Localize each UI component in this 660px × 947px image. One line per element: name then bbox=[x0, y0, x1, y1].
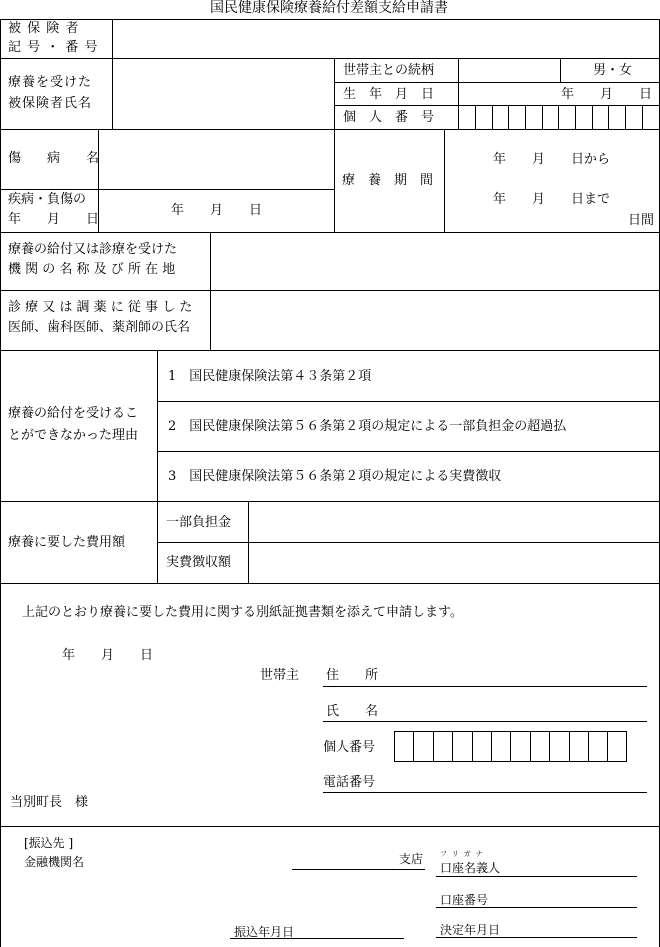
reason-option-2[interactable]: 2 国民健康保険法第５６条第２項の規定による一部負担金の超過払 bbox=[168, 419, 567, 434]
partial-payment-field[interactable] bbox=[249, 502, 659, 541]
reason-option-1[interactable]: 1 国民健康保険法第４３条第２項 bbox=[168, 369, 372, 384]
relationship-field[interactable] bbox=[459, 59, 559, 81]
reason-label-2: とができなかった理由 bbox=[8, 428, 139, 443]
injury-date-label: 疾病・負傷の bbox=[8, 192, 87, 207]
treatment-period-label: 療 養 期 間 bbox=[342, 173, 434, 188]
cost-label: 療養に要した費用額 bbox=[8, 535, 126, 550]
bank-name-field[interactable] bbox=[292, 850, 392, 868]
injury-date-label-2: 年 月 日 bbox=[8, 212, 100, 227]
form-title: 国民健康保険療養給付差額支給申請書 bbox=[210, 0, 448, 16]
disease-field[interactable] bbox=[99, 130, 333, 188]
doctor-field[interactable] bbox=[211, 291, 659, 349]
period-from-field[interactable]: 年 月 日から bbox=[493, 152, 611, 167]
insured-name-label-2: 被保険者氏名 bbox=[8, 96, 93, 111]
applicant-personal-number-label: 個人番号 bbox=[323, 740, 376, 755]
institution-label-2: 機 関 の 名 称 及 び 所 在 地 bbox=[8, 262, 176, 277]
application-statement: 上記のとおり療養に要した費用に関する別紙証拠書類を添えて申請します。 bbox=[22, 605, 463, 620]
period-to-field[interactable]: 年 月 日まで bbox=[493, 192, 611, 207]
decision-date-field[interactable] bbox=[510, 919, 637, 936]
birthdate-label: 生 年 月 日 bbox=[343, 87, 435, 102]
address-label: 住 所 bbox=[326, 668, 379, 683]
account-name-label: 口座名義人 bbox=[440, 861, 501, 875]
period-days-field[interactable]: 日間 bbox=[628, 213, 655, 228]
disease-label: 傷 病 名 bbox=[8, 151, 100, 166]
insured-number-label: 被 保 険 者 bbox=[8, 21, 80, 36]
reason-option-3[interactable]: 3 国民健康保険法第５６条第２項の規定による実費徴収 bbox=[168, 469, 502, 484]
account-name-field[interactable] bbox=[510, 857, 637, 875]
transfer-header: [振込先 ] bbox=[24, 836, 74, 850]
account-number-label: 口座番号 bbox=[440, 893, 489, 907]
address-field[interactable] bbox=[390, 665, 647, 685]
personal-number-label: 個 人 番 号 bbox=[343, 110, 435, 125]
institution-field[interactable] bbox=[211, 233, 659, 289]
reason-label: 療養の給付を受けるこ bbox=[8, 406, 139, 421]
applicant-name-field[interactable] bbox=[390, 700, 647, 720]
insured-number-field[interactable] bbox=[113, 20, 659, 57]
insured-name-field[interactable] bbox=[113, 59, 333, 128]
actual-cost-label: 実費徴収額 bbox=[166, 555, 232, 570]
account-number-field[interactable] bbox=[510, 889, 637, 906]
phone-field[interactable] bbox=[390, 772, 647, 791]
personal-number-field[interactable] bbox=[459, 106, 659, 128]
actual-cost-field[interactable] bbox=[249, 543, 659, 582]
injury-date-field[interactable]: 年 月 日 bbox=[171, 203, 263, 218]
relationship-label: 世帯主との続柄 bbox=[343, 63, 435, 78]
birthdate-field[interactable]: 年 月 日 bbox=[561, 87, 653, 102]
phone-label: 電話番号 bbox=[323, 775, 376, 790]
householder-label: 世帯主 bbox=[260, 668, 300, 683]
application-date-field[interactable]: 年 月 日 bbox=[62, 648, 154, 663]
gender-selector[interactable]: 男・女 bbox=[593, 63, 633, 78]
insured-name-label: 療養を受けた bbox=[8, 75, 93, 90]
partial-payment-label: 一部負担金 bbox=[166, 515, 232, 530]
doctor-label-2: 医師、歯科医師、薬剤師の氏名 bbox=[8, 320, 191, 335]
branch-label: 支店 bbox=[399, 852, 424, 866]
institution-label: 療養の給付又は診療を受けた bbox=[8, 242, 178, 257]
bank-name-label: 金融機関名 bbox=[24, 855, 85, 869]
applicant-name-label: 氏 名 bbox=[326, 704, 379, 719]
transfer-date-label: 振込年月日 bbox=[234, 925, 295, 939]
addressee: 当別町長 様 bbox=[10, 795, 89, 810]
decision-date-label: 決定年月日 bbox=[440, 923, 501, 937]
furigana-label: フリガナ bbox=[440, 850, 488, 858]
insured-number-label-2: 記 号 ・ 番 号 bbox=[8, 40, 99, 55]
transfer-date-field[interactable] bbox=[310, 920, 404, 937]
doctor-label: 診 療 又 は 調 薬 に 従 事 し た bbox=[8, 300, 193, 315]
